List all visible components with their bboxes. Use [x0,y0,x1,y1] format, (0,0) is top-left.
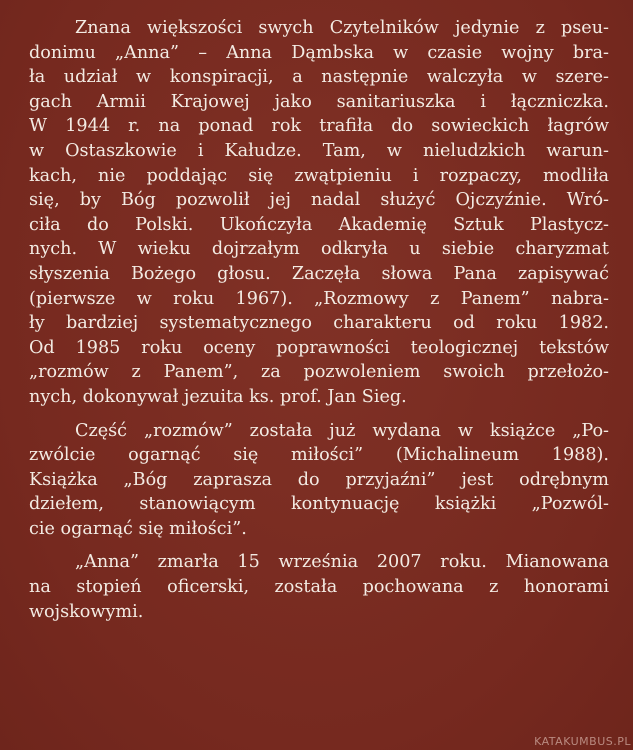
text-line: ły bardziej systematycznego charakteru od roku 1982. [29,313,609,334]
text-line: donimu „Anna” – Anna Dąmbska w czasie wojny bra- [29,42,609,63]
paragraph [29,419,609,542]
text-line: słyszenia Bożego głosu. Zaczęła słowa Pana zapisywać [29,263,609,284]
text-line: nych, dokonywał jezuita ks. prof. Jan Sieg. [29,386,407,407]
text-line: Część „rozmów” została już wydana w książce „Po- [75,420,609,441]
text-line: wojskowymi. [29,601,144,622]
text-line: Książka „Bóg zaprasza do przyjaźni” jest odrębnym [29,469,609,490]
text-line: „rozmów z Panem”, za pozwoleniem swoich przełożo- [29,362,609,383]
cover-text [29,16,609,624]
text-line: zwólcie ogarnąć się miłości” (Michalineum 1988). [29,445,609,466]
text-line: kach, nie poddając się zwątpieniu i rozpaczy, modliła [29,165,609,186]
text-line: na stopień oficerski, została pochowana z honorami [29,577,609,598]
text-line: nych. W wieku dojrzałym odkryła u siebie charyzmat [29,239,609,260]
paragraph [29,550,609,624]
paragraph [29,16,609,410]
text-line: Od 1985 roku oceny poprawności teologicznej tekstów [29,337,609,358]
text-line: ła udział w konspiracji, a następnie walczyła w szere- [29,67,609,88]
text-line: ciła do Polski. Ukończyła Akademię Sztuk Plastycz- [29,214,609,235]
text-line: dziełem, stanowiącym kontynuację książki „Pozwól- [29,494,609,515]
text-line: cie ogarnąć się miłości”. [29,518,247,539]
text-line: gach Armii Krajowej jako sanitariuszka i łączniczka. [29,91,609,112]
text-line: w Ostaszkowie i Kałudze. Tam, w nieludzkich warun- [29,140,609,161]
text-line: „Anna” zmarła 15 września 2007 roku. Mianowana [75,552,609,573]
text-line: (pierwsze w roku 1967). „Rozmowy z Panem” nabra- [29,288,609,309]
text-line: W 1944 r. na ponad rok trafiła do sowieckich łagrów [29,116,609,137]
watermark: KATAKUMBUS.PL [534,735,631,748]
text-line: Znana większości swych Czytelników jedynie z pseu- [75,18,609,38]
text-line: się, by Bóg pozwolił jej nadal służyć Ojczyźnie. Wró- [29,190,609,211]
